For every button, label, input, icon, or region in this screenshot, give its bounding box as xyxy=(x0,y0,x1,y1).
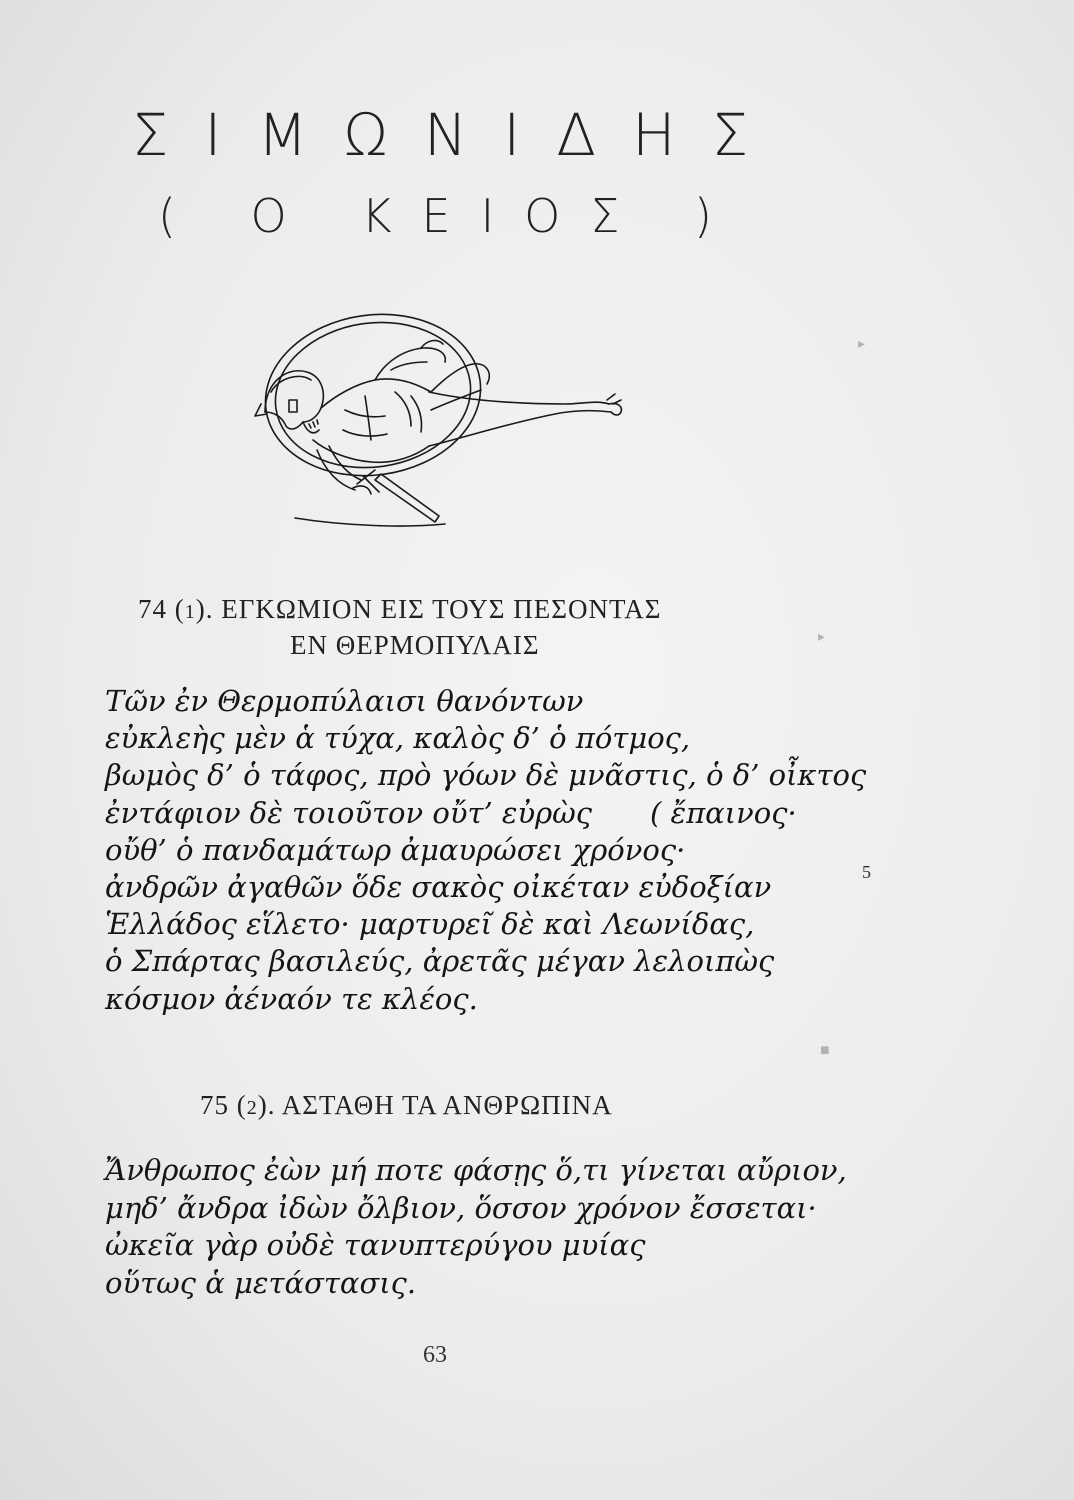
section-74-title-line1: ΕΓΚΩΜΙΟΝ ΕΙΣ ΤΟΥΣ ΠΕΣΟΝΤΑΣ xyxy=(221,594,662,624)
section-75-footnote-ref: (2). xyxy=(236,1090,282,1120)
poem-line-addition: ( ἔπαινος· xyxy=(650,795,797,830)
margin-mark: ■ xyxy=(820,1042,830,1059)
poem-line-text: ἐντάφιον δὲ τοιοῦτον οὔτ’ εὐρὼς xyxy=(105,795,593,830)
poem-line: ἀνδρῶν ἀγαθῶν ὅδε σακὸς οἰκέταν εὐδοξίαν xyxy=(105,869,772,904)
section-75-heading xyxy=(200,1090,613,1121)
section-75-number: 75 xyxy=(200,1090,229,1120)
poem-line: Ἑλλάδος εἵλετο· μαρτυρεῖ δὲ καὶ Λεωνίδας, xyxy=(105,907,755,942)
section-75-poem xyxy=(105,1152,847,1302)
margin-mark: ▸ xyxy=(858,335,866,351)
author-title: ΣΙΜΩΝΙΔΗΣ xyxy=(131,101,785,169)
poem-line: κόσμον ἀέναόν τε κλέος. xyxy=(105,981,478,1016)
author-subtitle: ( Ο ΚΕΙΟΣ ) xyxy=(157,189,743,243)
line-number-marker: 5 xyxy=(862,862,871,882)
poem-line: ὁ Σπάρτας βασιλεύς, ἀρετᾶς μέγαν λελοιπὼς xyxy=(105,944,775,979)
fallen-hoplite-warrior-drawing xyxy=(225,300,635,535)
section-74-title-line2: ΕΝ ΘΕΡΜΟΠΥΛΑΙΣ xyxy=(290,630,540,660)
section-74-footnote-ref: (1). xyxy=(174,594,222,624)
poem-line: μηδ’ ἄνδρα ἰδὼν ὄλβιον, ὅσσον χρόνον ἔσσεται· xyxy=(105,1190,817,1225)
poem-line: οὕτως ἁ μετάστασις. xyxy=(105,1265,417,1300)
section-74-number: 74 xyxy=(138,594,167,624)
section-74-heading xyxy=(138,594,662,625)
poem-line: Τῶν ἐν Θερμοπύλαισι θανόντων xyxy=(105,684,584,718)
margin-mark: ▸ xyxy=(818,628,826,644)
poem-line: βωμὸς δ’ ὁ τάφος, πρὸ γόων δὲ μνᾶστις, ὁ δ’ οἶκτος xyxy=(105,758,867,793)
poem-line: ὠκεῖα γὰρ οὐδὲ τανυπτερύγου μυίας xyxy=(105,1228,646,1262)
section-75-title: ΑΣΤΑΘΗ ΤΑ ΑΝΘΡΩΠΙΝΑ xyxy=(281,1090,613,1120)
poem-line-with-addition xyxy=(105,795,825,832)
section-74-poem xyxy=(105,683,867,1018)
poem-line: εὐκλεὴς μὲν ἁ τύχα, καλὸς δ’ ὁ πότμος, xyxy=(105,721,691,756)
poem-line: Ἄνθρωπος ἐὼν μή ποτε φάσῃς ὅ,τι γίνεται αὔριον, xyxy=(105,1153,847,1187)
page-number: 63 xyxy=(423,1342,447,1368)
poem-line: οὔθ’ ὁ πανδαμάτωρ ἀμαυρώσει χρόνος· xyxy=(105,832,686,867)
